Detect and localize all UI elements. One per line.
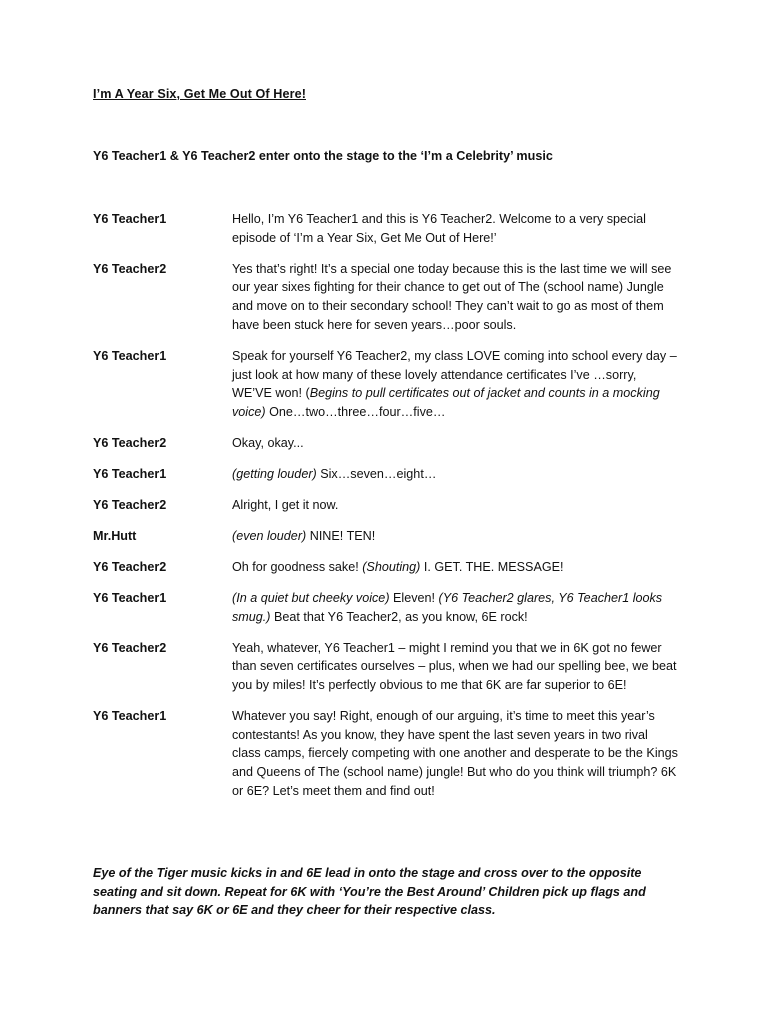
speaker-name: Y6 Teacher2 [93, 640, 167, 655]
stage-note: Begins to pull certificates out of jacket and counts in a mocking voice) [232, 386, 660, 419]
spoken-text: Six…seven…eight… [316, 466, 437, 481]
dialogue-line [93, 434, 693, 453]
speech-text [232, 434, 678, 453]
speech-text [232, 527, 678, 546]
spoken-text: Alright, I get it now. [232, 497, 339, 512]
speaker-name: Y6 Teacher1 [93, 348, 167, 363]
spoken-text: Okay, okay... [232, 435, 304, 450]
speaker-name: Y6 Teacher1 [93, 709, 167, 724]
spoken-text: I. GET. THE. MESSAGE! [420, 559, 564, 574]
closing-stage-direction: Eye of the Tiger music kicks in and 6E lead in onto the stage and cross over to the opposite seating and sit down. Repeat for 6K with ‘You’re the Best Around’ Children pick up flags and banners that say 6K or 6E and they cheer for their respective class. [93, 866, 646, 918]
stage-note: (In a quiet but cheeky voice) [232, 590, 390, 605]
stage-note: (Y6 Teacher2 glares, Y6 Teacher1 looks smug.) [232, 590, 663, 624]
spoken-text: Hello, I’m Y6 Teacher1 and this is Y6 Teacher2. Welcome to a very special episode of ‘I’m a Year Six, Get Me Out of Here!’ [232, 212, 646, 245]
speech-text [232, 210, 678, 247]
speaker-name: Mr.Hutt [93, 528, 137, 543]
speaker-name: Y6 Teacher2 [93, 559, 167, 574]
speaker-name: Y6 Teacher2 [93, 261, 167, 276]
speech-text [232, 558, 678, 577]
speech-text [232, 347, 678, 422]
dialogue-line [93, 260, 693, 335]
speech-text [232, 260, 678, 335]
spoken-text: NINE! TEN! [306, 528, 376, 543]
script-dialogue [93, 210, 693, 813]
dialogue-line [93, 210, 693, 247]
speaker-name: Y6 Teacher1 [93, 590, 167, 605]
speaker-name: Y6 Teacher1 [93, 466, 167, 481]
dialogue-line [93, 527, 693, 546]
spoken-text: Whatever you say! Right, enough of our arguing, it’s time to meet this year’s contestants! As you know, they have spent the last seven years in two rival class camps, fiercely competing with one another and desperate to be the Kings and Queens of The (school name) jungle! But who do you think will triumph? 6K or 6E? Let’s meet them and find out! [232, 709, 678, 798]
speech-text [232, 639, 678, 695]
stage-note: (getting louder) [232, 466, 317, 481]
dialogue-line [93, 496, 693, 515]
speech-text [232, 496, 678, 515]
spoken-text: Yeah, whatever, Y6 Teacher1 – might I remind you that we in 6K got no fewer than seven certificates ourselves – plus, when we had our spelling bee, we beat you by miles! It’s perfectly obvious to me that 6K are far superior to 6E! [232, 640, 677, 693]
spoken-text: Eleven! [389, 590, 439, 605]
opening-stage-direction: Y6 Teacher1 & Y6 Teacher2 enter onto the stage to the ‘I’m a Celebrity’ music [93, 149, 553, 163]
spoken-text: Beat that Y6 Teacher2, as you know, 6E rock! [270, 609, 528, 624]
spoken-text: Oh for goodness sake! [232, 559, 363, 574]
speech-text [232, 589, 678, 626]
spoken-text: Yes that’s right! It’s a special one today because this is the last time we will see our year sixes fighting for their chance to get out of The (school name) Jungle and move on to their secondary school! They can’t wait to go as most of them have been stuck here for seven years…poor souls. [232, 261, 672, 332]
speech-text [232, 707, 678, 801]
dialogue-line [93, 589, 693, 626]
spoken-text: Speak for yourself Y6 Teacher2, my class LOVE coming into school every day – just look at how many of these lovely attendance certificates I’ve …sorry, WE’VE won! ( [232, 348, 677, 401]
script-title: I’m A Year Six, Get Me Out Of Here! [93, 87, 306, 101]
stage-note: (even louder) [232, 528, 307, 543]
dialogue-line [93, 707, 693, 801]
dialogue-line [93, 347, 693, 422]
speaker-name: Y6 Teacher2 [93, 435, 167, 450]
dialogue-line [93, 639, 693, 695]
dialogue-line [93, 558, 693, 577]
speaker-name: Y6 Teacher1 [93, 212, 167, 226]
stage-note: (Shouting) [362, 559, 421, 574]
spoken-text: One…two…three…four…five… [265, 404, 446, 419]
speaker-name: Y6 Teacher2 [93, 497, 167, 512]
speech-text [232, 465, 678, 484]
dialogue-line [93, 465, 693, 484]
